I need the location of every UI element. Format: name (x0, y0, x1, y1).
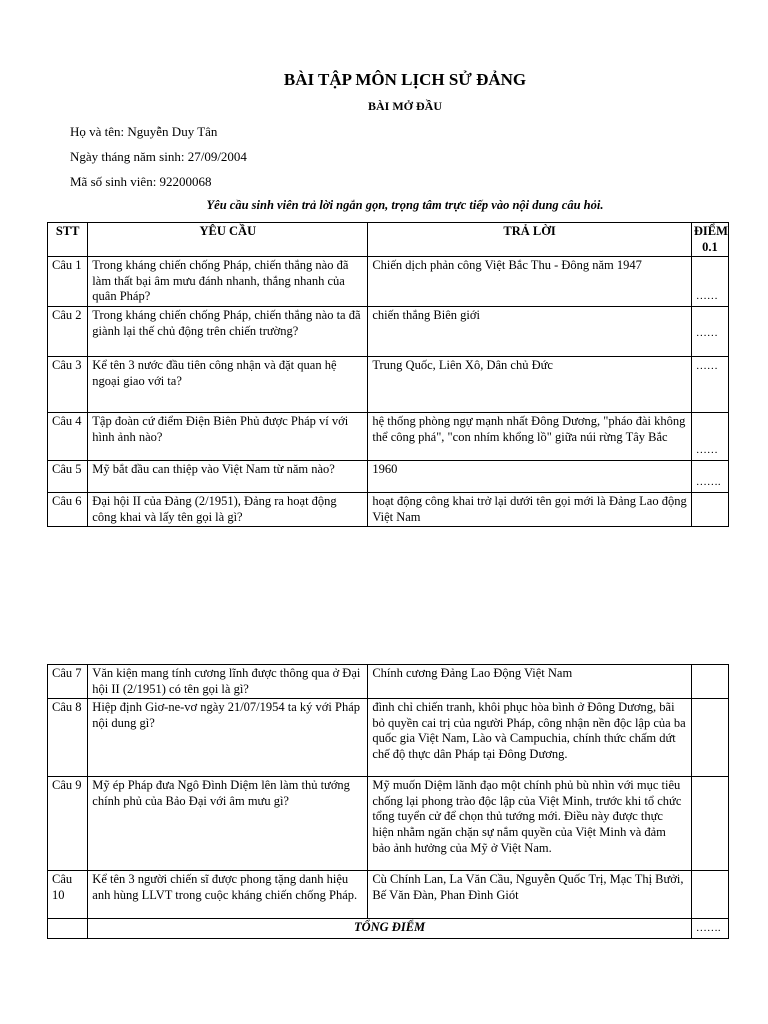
table-row (48, 699, 729, 777)
total-stt-cell (48, 919, 88, 939)
row-question: Trong kháng chiến chống Pháp, chiến thắng nào ta đã giành lại thế chủ động trên chiến trường? (88, 306, 368, 356)
row-stt: Câu 7 (48, 665, 88, 699)
row-score (691, 492, 728, 526)
total-label: TỔNG ĐIỂM (88, 919, 692, 939)
row-score (691, 777, 728, 871)
table-row (48, 356, 729, 412)
table-row (48, 306, 729, 356)
row-stt: Câu 9 (48, 777, 88, 871)
row-score (691, 356, 728, 412)
student-name: Họ và tên: Nguyễn Duy Tân (70, 124, 218, 139)
row-question: Tập đoàn cứ điểm Điện Biên Phủ được Pháp ví với hình ảnh nào? (88, 412, 368, 460)
table-row (48, 492, 729, 526)
row-question: Mỹ ép Pháp đưa Ngô Đình Diệm lên làm thủ tướng chính phủ của Bảo Đại với âm mưu gì? (88, 777, 368, 871)
total-score-placeholder: ……. (695, 922, 721, 935)
row-answer: hoạt động công khai trở lại dưới tên gọi mới là Đảng Lao động Việt Nam (368, 492, 692, 526)
table-row (48, 412, 729, 460)
table-row (48, 777, 729, 871)
row-stt: Câu 4 (48, 412, 88, 460)
row-score (691, 306, 728, 356)
row-answer: hệ thống phòng ngự mạnh nhất Đông Dương, "pháo đài không thể công phá", "con nhím khổng lồ" giữa núi rừng Tây Bắc (368, 412, 692, 460)
total-row (48, 919, 729, 939)
row-question: Mỹ bắt đầu can thiệp vào Việt Nam từ năm nào? (88, 460, 368, 492)
student-id: Mã số sinh viên: 92200068 (70, 174, 212, 189)
score-placeholder: …… (695, 327, 718, 340)
row-score (691, 460, 728, 492)
row-answer: Mỹ muốn Diệm lãnh đạo một chính phủ bù nhìn với mục tiêu chống lại phong trào độc lập của Việt Minh, trước khi tổ chức tổng tuyển cử để chọn thủ tướng mới. Điều này được thực hiện nhằm ngăn chặn sự nắm quyền của Việt Minh và đảm bảo ảnh hưởng của Mỹ ở Việt Nam. (368, 777, 692, 871)
row-stt: Câu 10 (48, 871, 88, 919)
row-answer: đình chỉ chiến tranh, khôi phục hòa bình ở Đông Dương, bãi bỏ quyền cai trị của người Pháp, công nhận nền độc lập của ba quốc gia Việt Nam, Lào và Campuchia, chính thức chấm dứt chế độ thực dân Pháp tại Đông Dương. (368, 699, 692, 777)
answer-table-page-2 (47, 664, 729, 939)
row-question: Đại hội II của Đảng (2/1951), Đảng ra hoạt động công khai và lấy tên gọi là gì? (88, 492, 368, 526)
score-placeholder: …… (695, 359, 718, 372)
document-subtitle: BÀI MỞ ĐẦU (368, 99, 442, 113)
row-stt: Câu 1 (48, 257, 88, 307)
row-stt: Câu 8 (48, 699, 88, 777)
row-question: Trong kháng chiến chống Pháp, chiến thắng nào đã làm thất bại âm mưu đánh nhanh, thắng nhanh của quân Pháp? (88, 257, 368, 307)
table-row (48, 460, 729, 492)
total-score (691, 919, 728, 939)
row-score (691, 665, 728, 699)
score-placeholder: …… (695, 290, 718, 303)
instruction-text: Yêu cầu sinh viên trả lời ngắn gọn, trọng tâm trực tiếp vào nội dung câu hỏi. (206, 198, 604, 212)
header-question: YÊU CẦU (88, 223, 368, 257)
row-answer: Trung Quốc, Liên Xô, Dân chủ Đức (368, 356, 692, 412)
table-row (48, 257, 729, 307)
row-answer: Chiến dịch phản công Việt Bắc Thu - Đông năm 1947 (368, 257, 692, 307)
row-score (691, 871, 728, 919)
row-answer: Cù Chính Lan, La Văn Cầu, Nguyễn Quốc Trị, Mạc Thị Bưởi, Bế Văn Đàn, Phan Đình Giót (368, 871, 692, 919)
row-answer: Chính cương Đảng Lao Động Việt Nam (368, 665, 692, 699)
row-score (691, 412, 728, 460)
header-stt: STT (48, 223, 88, 257)
row-question: Hiệp định Giơ-ne-vơ ngày 21/07/1954 ta ký với Pháp nội dung gì? (88, 699, 368, 777)
table-row (48, 665, 729, 699)
score-placeholder: ……. (695, 476, 721, 489)
row-stt: Câu 2 (48, 306, 88, 356)
row-score (691, 257, 728, 307)
table-row (48, 871, 729, 919)
answer-table-page-1 (47, 222, 729, 527)
header-answer: TRẢ LỜI (368, 223, 692, 257)
header-score: ĐIỂM 0.1 (691, 223, 728, 257)
student-dob: Ngày tháng năm sinh: 27/09/2004 (70, 149, 247, 164)
row-question: Kể tên 3 người chiến sĩ được phong tặng danh hiệu anh hùng LLVT trong cuộc kháng chiến chống Pháp. (88, 871, 368, 919)
document-title: BÀI TẬP MÔN LỊCH SỬ ĐẢNG (283, 70, 527, 89)
table-header-row (48, 223, 729, 257)
row-score (691, 699, 728, 777)
row-stt: Câu 6 (48, 492, 88, 526)
row-answer: chiến thắng Biên giới (368, 306, 692, 356)
score-placeholder: …… (695, 444, 718, 457)
row-question: Kể tên 3 nước đầu tiên công nhận và đặt quan hệ ngoại giao với ta? (88, 356, 368, 412)
row-question: Văn kiện mang tính cương lĩnh được thông qua ở Đại hội II (2/1951) có tên gọi là gì? (88, 665, 368, 699)
row-stt: Câu 5 (48, 460, 88, 492)
row-stt: Câu 3 (48, 356, 88, 412)
row-answer: 1960 (368, 460, 692, 492)
